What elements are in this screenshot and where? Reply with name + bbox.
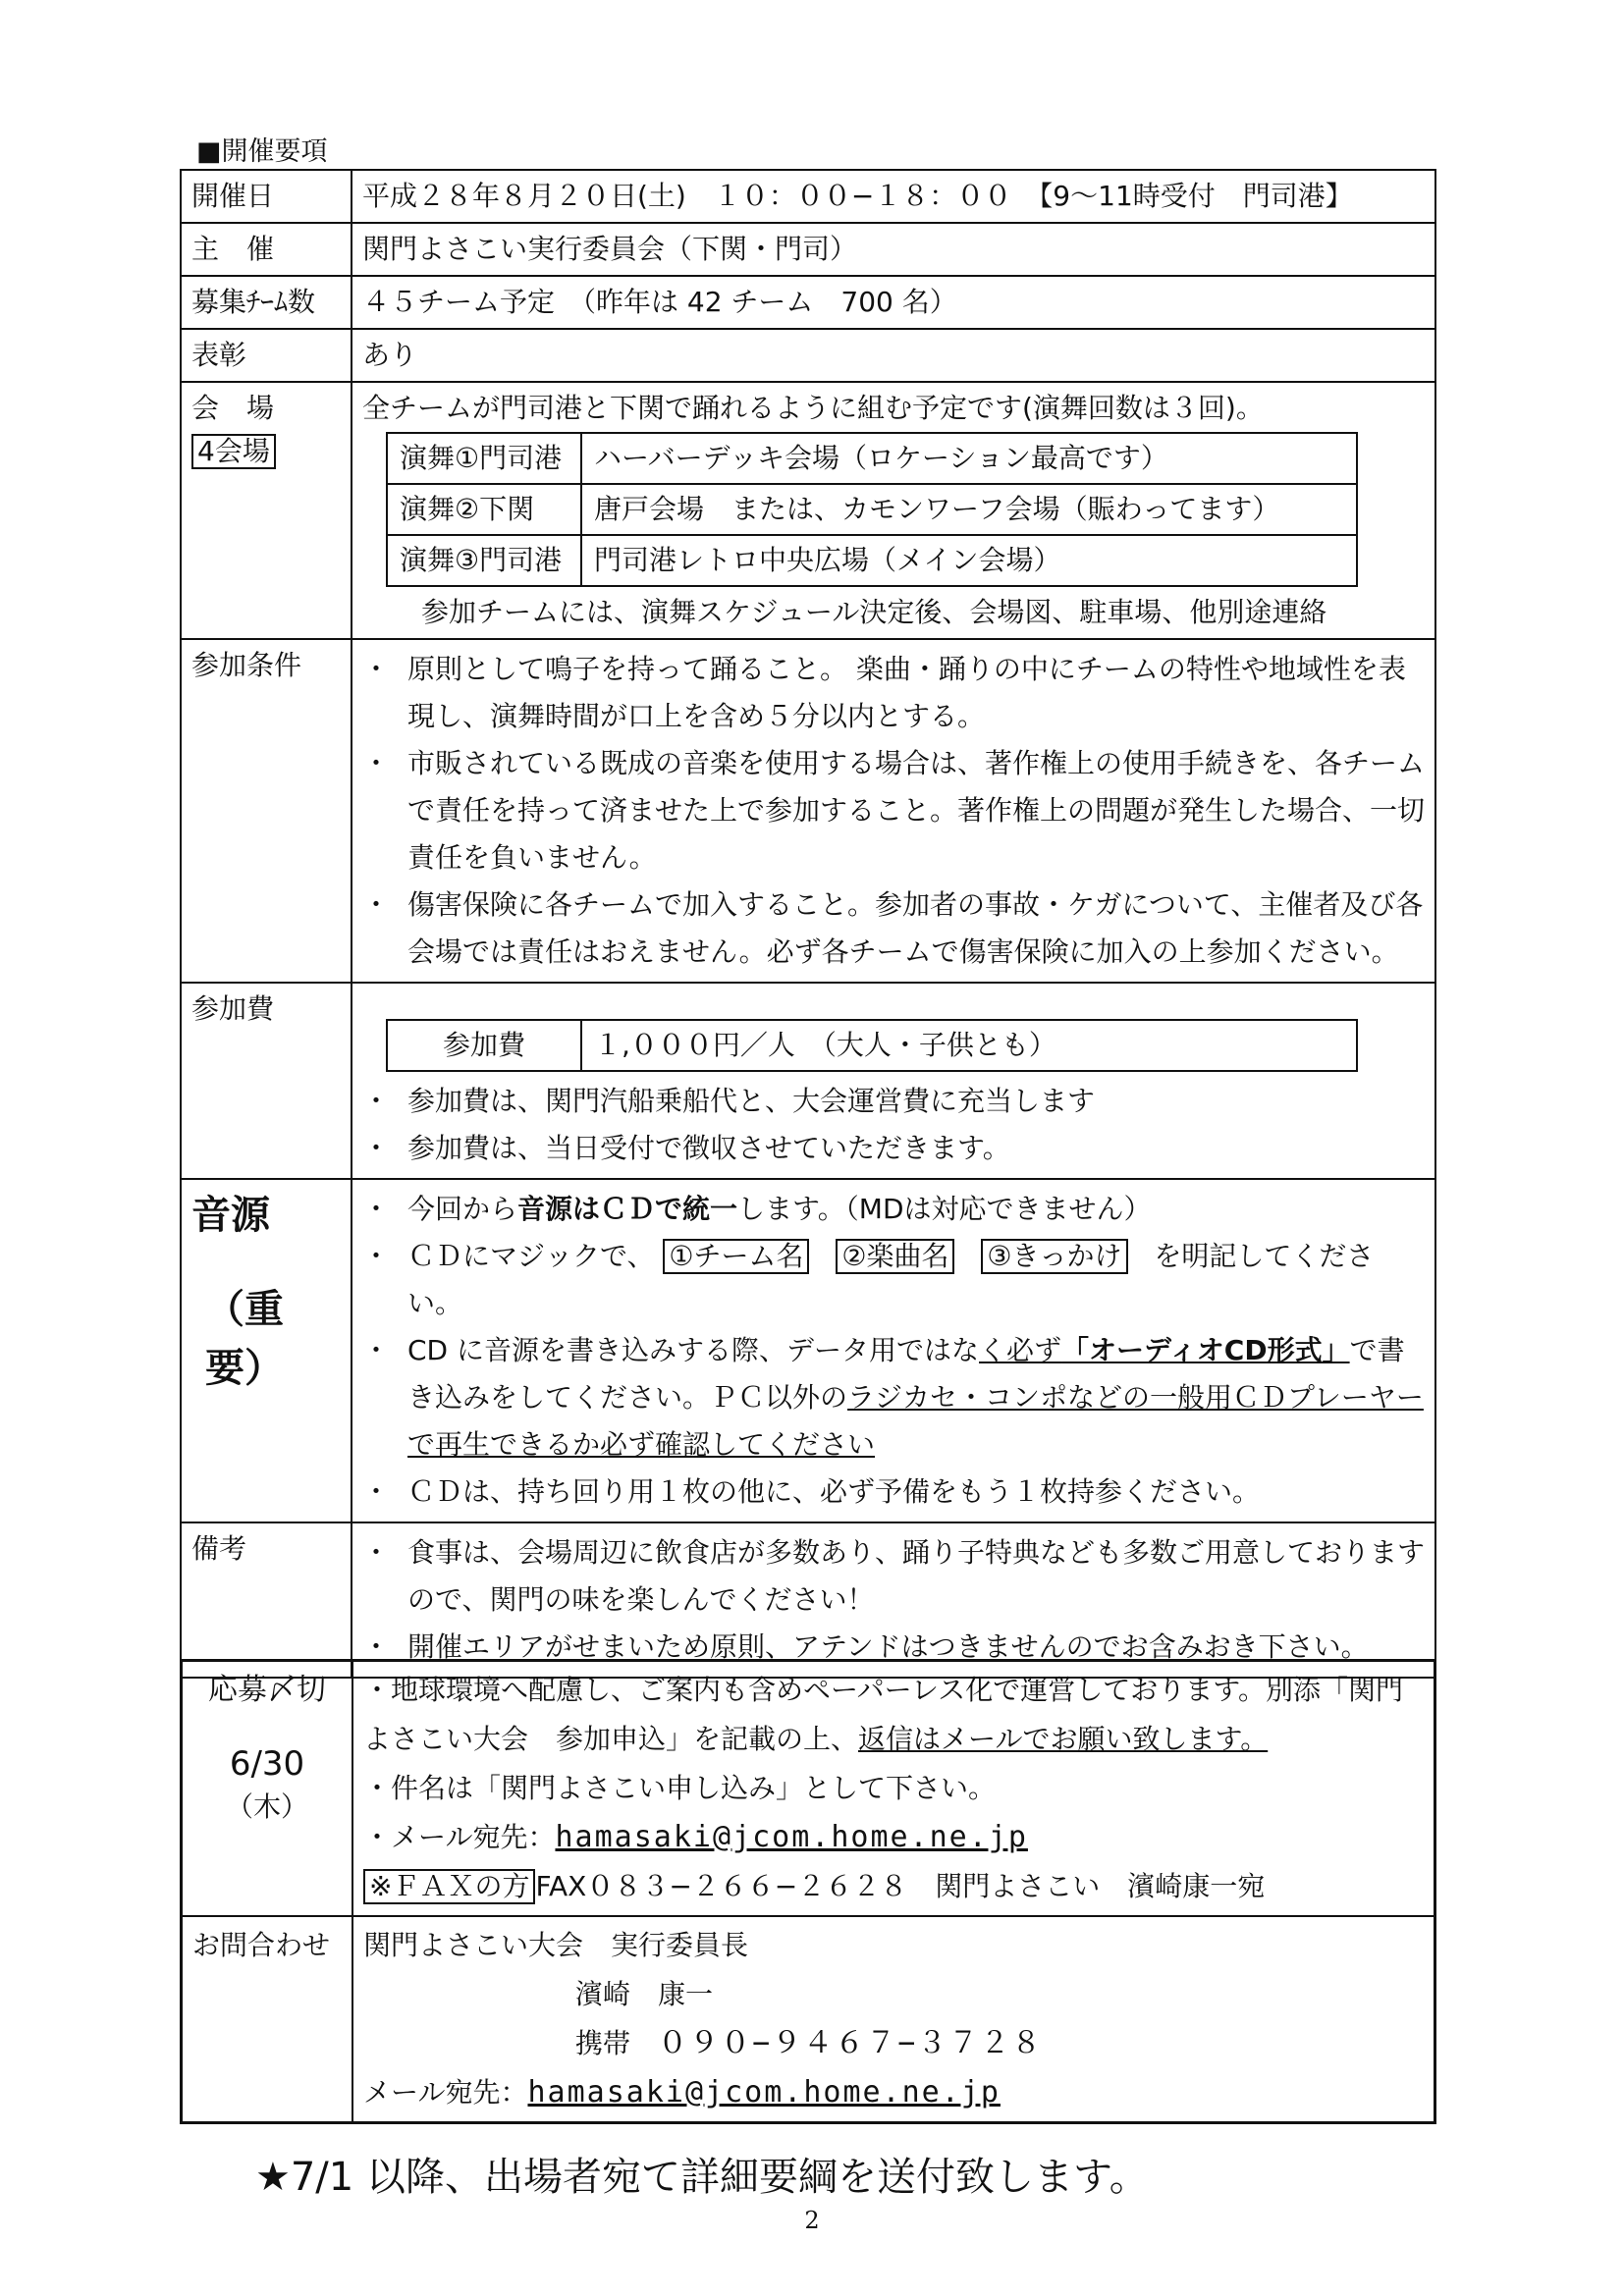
- audio-line1-post: します。（MDは対応できません）: [737, 1193, 1152, 1225]
- apply-fax-line: [363, 1862, 1424, 1911]
- list-item: ・ 参加費は、関門汽船乗船代と、大会運営費に充当します: [362, 1078, 1425, 1125]
- value-host: 関門よさこい実行委員会（下関・門司）: [352, 223, 1435, 276]
- label-fee: 参加費: [181, 983, 352, 1179]
- apply-line1: [363, 1666, 1424, 1764]
- audio-line1-pre: 今回から: [407, 1193, 518, 1225]
- audio-line3-post: で書き込みをしてください。ＰＣ以外の: [407, 1334, 1405, 1414]
- page-number: 2: [804, 2207, 820, 2234]
- value-date: 平成２８年８月２０日(土) １０：００−１８：００ 【9〜11時受付 門司港】: [352, 170, 1435, 223]
- fee-box-label: 参加費: [387, 1020, 581, 1071]
- venue-note: 参加チームには、演舞スケジュール決定後、会場図、駐車場、他別途連絡: [421, 596, 1327, 628]
- application-table: [180, 1659, 1436, 2124]
- audio-cd-format: 「オーディオCD形式」: [1061, 1334, 1350, 1366]
- list-item: ・ 参加費は、当日受付で徴収させていただきます。: [362, 1125, 1425, 1172]
- audio-line4: ＣＤは、持ち回り用１枚の他に、必ず予備をもう１枚持参ください。: [407, 1475, 1261, 1508]
- contact-mail-label: メール宛先：: [363, 2076, 528, 2109]
- venue-item-name: 演舞②下関: [387, 484, 581, 535]
- fee-note: 参加費は、関門汽船乗船代と、大会運営費に充当します: [407, 1085, 1096, 1117]
- audio-check-note: ラジカセ・コンポなどの一般用ＣＤプレーヤーで再生できるか必ず確認してください: [407, 1381, 1424, 1461]
- label-contact: お問合わせ: [182, 1916, 353, 2123]
- label-date: 開催日: [181, 170, 352, 223]
- contact-org: 関門よさこい大会 実行委員長: [363, 1929, 749, 1961]
- fee-note: 参加費は、当日受付で徴収させていただきます。: [407, 1132, 1010, 1164]
- venue-item: [387, 433, 1357, 484]
- apply-email-request: 返信はメールでお願い致します。: [858, 1723, 1269, 1755]
- tag-song-name: ②楽曲名: [836, 1239, 954, 1274]
- list-item: ・ CD に音源を書き込みする際、データ用ではなく必ず「オーディオCD形式」で書き込みをしてください。ＰＣ以外のラジカセ・コンポなどの一般用ＣＤプレーヤーで再生できるか必ず確認してください: [362, 1334, 1424, 1461]
- contact-mail-line: [363, 2068, 1424, 2117]
- audio-line3-pre: CD に音源を書き込みする際、データ用ではな: [407, 1334, 980, 1366]
- list-item: ・ 開催エリアがせまいため原則、アテンドはつきませんのでお含みおき下さい。: [362, 1624, 1425, 1671]
- row-host: [181, 223, 1435, 276]
- row-award: [181, 329, 1435, 382]
- section-heading: ■開催要項: [196, 136, 328, 167]
- label-venue: 会 場: [191, 392, 275, 424]
- tag-cue: ③きっかけ: [981, 1239, 1127, 1274]
- apply-line2: ・件名は「関門よさこい申し込み」として下さい。: [363, 1772, 997, 1804]
- audio-line3-underline: く必ず: [979, 1334, 1062, 1366]
- venue-item-desc: 門司港レトロ中央広場（メイン会場）: [581, 535, 1357, 586]
- contact-email-link[interactable]: hamasaki@jcom.home.ne.jp: [527, 2075, 1001, 2109]
- contact-name: 濱崎 康一: [575, 1978, 714, 2010]
- label-deadline: 応募〆切: [208, 1673, 326, 1707]
- list-item: ・ 今回から音源はＣＤで統一します。（MDは対応できません）: [362, 1193, 1152, 1225]
- label-audio: 音源: [191, 1193, 270, 1238]
- remark-text: 食事は、会場周辺に飲食店が多数あり、踊り子特典なども多数ご用意しておりますので、関門の味を楽しんでください！: [407, 1536, 1426, 1616]
- list-item: ・ ＣＤにマジックで、 ①チーム名 ②楽曲名 ③きっかけ を明記してください。: [362, 1240, 1375, 1319]
- venue-item-name: 演舞③門司港: [387, 535, 581, 586]
- label-award: 表彰: [181, 329, 352, 382]
- row-deadline: [182, 1661, 1435, 1917]
- list-item: ・ 原則として鳴子を持って踊ること。 楽曲・踊りの中にチームの特性や地域性を表現し、演舞時間が口上を含め５分以内とする。: [362, 646, 1425, 740]
- apply-mail-label: ・メール宛先：: [363, 1821, 556, 1853]
- list-item: ・ 傷害保険に各チームで加入すること。参加者の事故・ケガについて、主催者及び各会場では責任はおえません。必ず各チームで傷害保険に加入の上参加ください。: [362, 881, 1425, 976]
- deadline-day: （木）: [225, 1790, 308, 1823]
- audio-line2-pre: ＣＤにマジックで、: [407, 1240, 655, 1272]
- venue-intro: 全チームが門司港と下関で踊れるように組む予定です(演舞回数は３回)。: [362, 392, 1264, 424]
- condition-text: 傷害保険に各チームで加入すること。参加者の事故・ケガについて、主催者及び各会場では責任はおえません。必ず各チームで傷害保険に加入の上参加ください。: [407, 888, 1424, 968]
- value-award: あり: [352, 329, 1435, 382]
- row-conditions: [181, 639, 1435, 983]
- label-remarks: 備考: [181, 1522, 352, 1678]
- apply-line1-text: ・地球環境へ配慮し、ご案内も含めペーパーレス化で運営しております。別添「関門よさこい大会 参加申込」を記載の上、: [363, 1674, 1403, 1755]
- tag-team-name: ①チーム名: [663, 1239, 809, 1274]
- venue-list-table: [386, 432, 1358, 587]
- list-item: ・ 食事は、会場周辺に飲食店が多数あり、踊り子特典なども多数ご用意しておりますので、関門の味を楽しんでください！: [362, 1529, 1425, 1624]
- audio-line1-bold: 音源はＣＤで統一: [517, 1193, 738, 1225]
- audio-line2-post: を明記してください。: [407, 1240, 1375, 1319]
- fee-box-value: １,０００円／人 （大人・子供とも）: [581, 1020, 1357, 1071]
- row-date: [181, 170, 1435, 223]
- venue-item-name: 演舞①門司港: [387, 433, 581, 484]
- fee-box: [386, 1019, 1358, 1072]
- remark-text: 開催エリアがせまいため原則、アテンドはつきませんのでお含みおき下さい。: [407, 1630, 1369, 1663]
- label-audio-important: （重要）: [205, 1287, 284, 1391]
- apply-email-link[interactable]: hamasaki@jcom.home.ne.jp: [555, 1820, 1028, 1854]
- row-contact: [182, 1916, 1435, 2123]
- value-teams: ４５チーム予定 （昨年は 42 チーム 700 名）: [352, 276, 1435, 329]
- row-teams: [181, 276, 1435, 329]
- row-fee: [181, 983, 1435, 1179]
- row-venue: [181, 382, 1435, 639]
- venue-item: [387, 484, 1357, 535]
- label-host: 主 催: [181, 223, 352, 276]
- fax-tag: ※ＦＡＸの方: [363, 1869, 535, 1904]
- contact-phone: ０９０−９４６７−３７２８: [658, 2026, 1044, 2060]
- venue-item-desc: 唐戸会場 または、カモンワーフ会場（賑わってます）: [581, 484, 1357, 535]
- event-details-table: [180, 169, 1436, 1679]
- condition-text: 原則として鳴子を持って踊ること。 楽曲・踊りの中にチームの特性や地域性を表現し、演舞時間が口上を含め５分以内とする。: [407, 653, 1406, 732]
- row-audio: [181, 1179, 1435, 1522]
- venue-count-badge: 4会場: [191, 434, 276, 469]
- label-conditions: 参加条件: [181, 639, 352, 983]
- footnote: ★7/1 以降、出場者宛て詳細要綱を送付致します。: [255, 2155, 1149, 2200]
- condition-text: 市販されている既成の音楽を使用する場合は、著作権上の使用手続きを、各チームで責任を持って済ませた上で参加すること。著作権上の問題が発生した場合、一切責任を負いません。: [407, 747, 1426, 874]
- venue-item-desc: ハーバーデッキ会場（ロケーション最高です）: [581, 433, 1357, 484]
- contact-phone-line: [363, 2019, 1424, 2068]
- apply-line3: [363, 1813, 1424, 1862]
- contact-phone-label: 携帯: [575, 2027, 631, 2059]
- venue-item: [387, 535, 1357, 586]
- label-teams: 募集ﾁｰﾑ数: [181, 276, 352, 329]
- fax-text: FAX０８３−２６６−２６２８ 関門よさこい 濱崎康一宛: [535, 1870, 1266, 1902]
- list-item: ・ 市販されている既成の音楽を使用する場合は、著作権上の使用手続きを、各チームで責任を持って済ませた上で参加すること。著作権上の問題が発生した場合、一切責任を負いません。: [362, 740, 1425, 881]
- deadline-date: 6/30: [229, 1744, 305, 1784]
- list-item: ・ ＣＤは、持ち回り用１枚の他に、必ず予備をもう１枚持参ください。: [362, 1468, 1425, 1516]
- row-remarks: [181, 1522, 1435, 1678]
